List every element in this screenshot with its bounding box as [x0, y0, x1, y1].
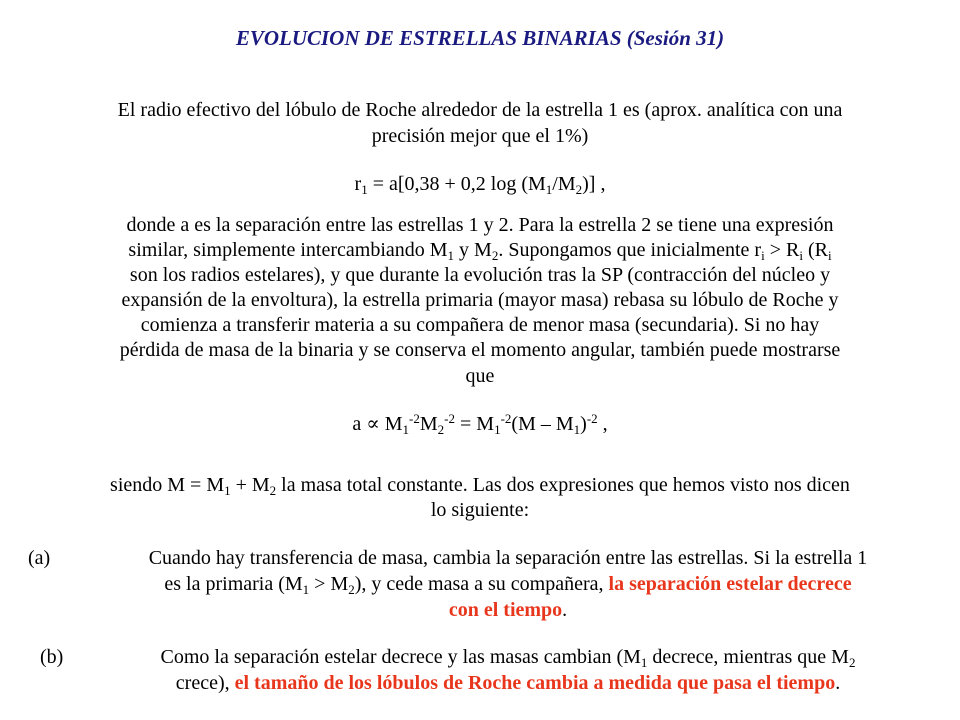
item-b-line-1: Como la separación estelar decrece y las masas cambian ($M_1$ decrece, mientras que $M_2$: [160, 646, 856, 670]
para2-line-4: expansión de la envoltura), la estrella primaria (mayor masa) rebasa su lóbulo de Roche y: [121, 289, 839, 311]
item-a-line-3: con el tiempo.: [448, 599, 568, 621]
roche-lobe-formula: $r_1 = a[0,38 + 0,2$ $\log (M_1/M_2)$] ,: [354, 173, 606, 197]
para2-line-6: pérdida de masa de la binaria y se conserva el momento angular, también puede mostrarse: [119, 339, 841, 361]
para2-line-2: similar, simplemente intercambiando $M_1$ y $M_2$. Supongamos que inicialmente $r_i > R_i$ ($R_i$: [128, 239, 832, 263]
para2-line-3: son los radios estelares), y que durante la evolución tras la SP (contracción del núcleo y: [129, 264, 831, 286]
slide-title: EVOLUCION DE ESTRELLAS BINARIAS (Sesión 31): [235, 26, 725, 50]
intro-line-1: El radio efectivo del lóbulo de Roche alrededor de la estrella 1 es (aprox. analítica con una: [117, 99, 843, 121]
para3-line-2: lo siguiente:: [430, 499, 530, 521]
highlight-roche-lobes-change: el tamaño de los lóbulos de Roche cambia a medida que pasa el tiempo: [234, 672, 836, 694]
para2-line-5: comienza a transferir materia a su compañera de menor masa (secundaria). Si no hay: [140, 314, 820, 336]
para3-line-1: siendo $M = M_1 + M_2$ la masa total constante. Las dos expresiones que hemos visto nos dicen: [110, 474, 850, 498]
item-b-marker: (b): [40, 646, 64, 668]
item-a-marker: (a): [28, 547, 51, 569]
item-a-line-2: es la primaria $(M_1 > M_2)$, y cede masa a su compañera, la separación estelar decrece: [164, 573, 852, 597]
highlight-separation-decreases: la separación estelar decrece: [608, 573, 852, 595]
item-a-line-1: Cuando hay transferencia de masa, cambia la separación entre las estrellas. Si la estrella 1: [148, 547, 868, 569]
highlight-with-time: con el tiempo: [448, 599, 563, 621]
separation-formula: $a \propto M_1^{-2}M_2^{-2} = M_1^{-2}(M - M_1)^{-2}$ ,: [352, 411, 608, 437]
item-b-line-2: crece), el tamaño de los lóbulos de Roche cambia a medida que pasa el tiempo.: [175, 672, 841, 694]
para2-line-1: donde a es la separación entre las estrellas 1 y 2. Para la estrella 2 se tiene una expresión: [126, 214, 834, 236]
intro-line-2: precisión mejor que el 1%): [371, 125, 589, 147]
para2-line-7: que: [465, 365, 495, 387]
